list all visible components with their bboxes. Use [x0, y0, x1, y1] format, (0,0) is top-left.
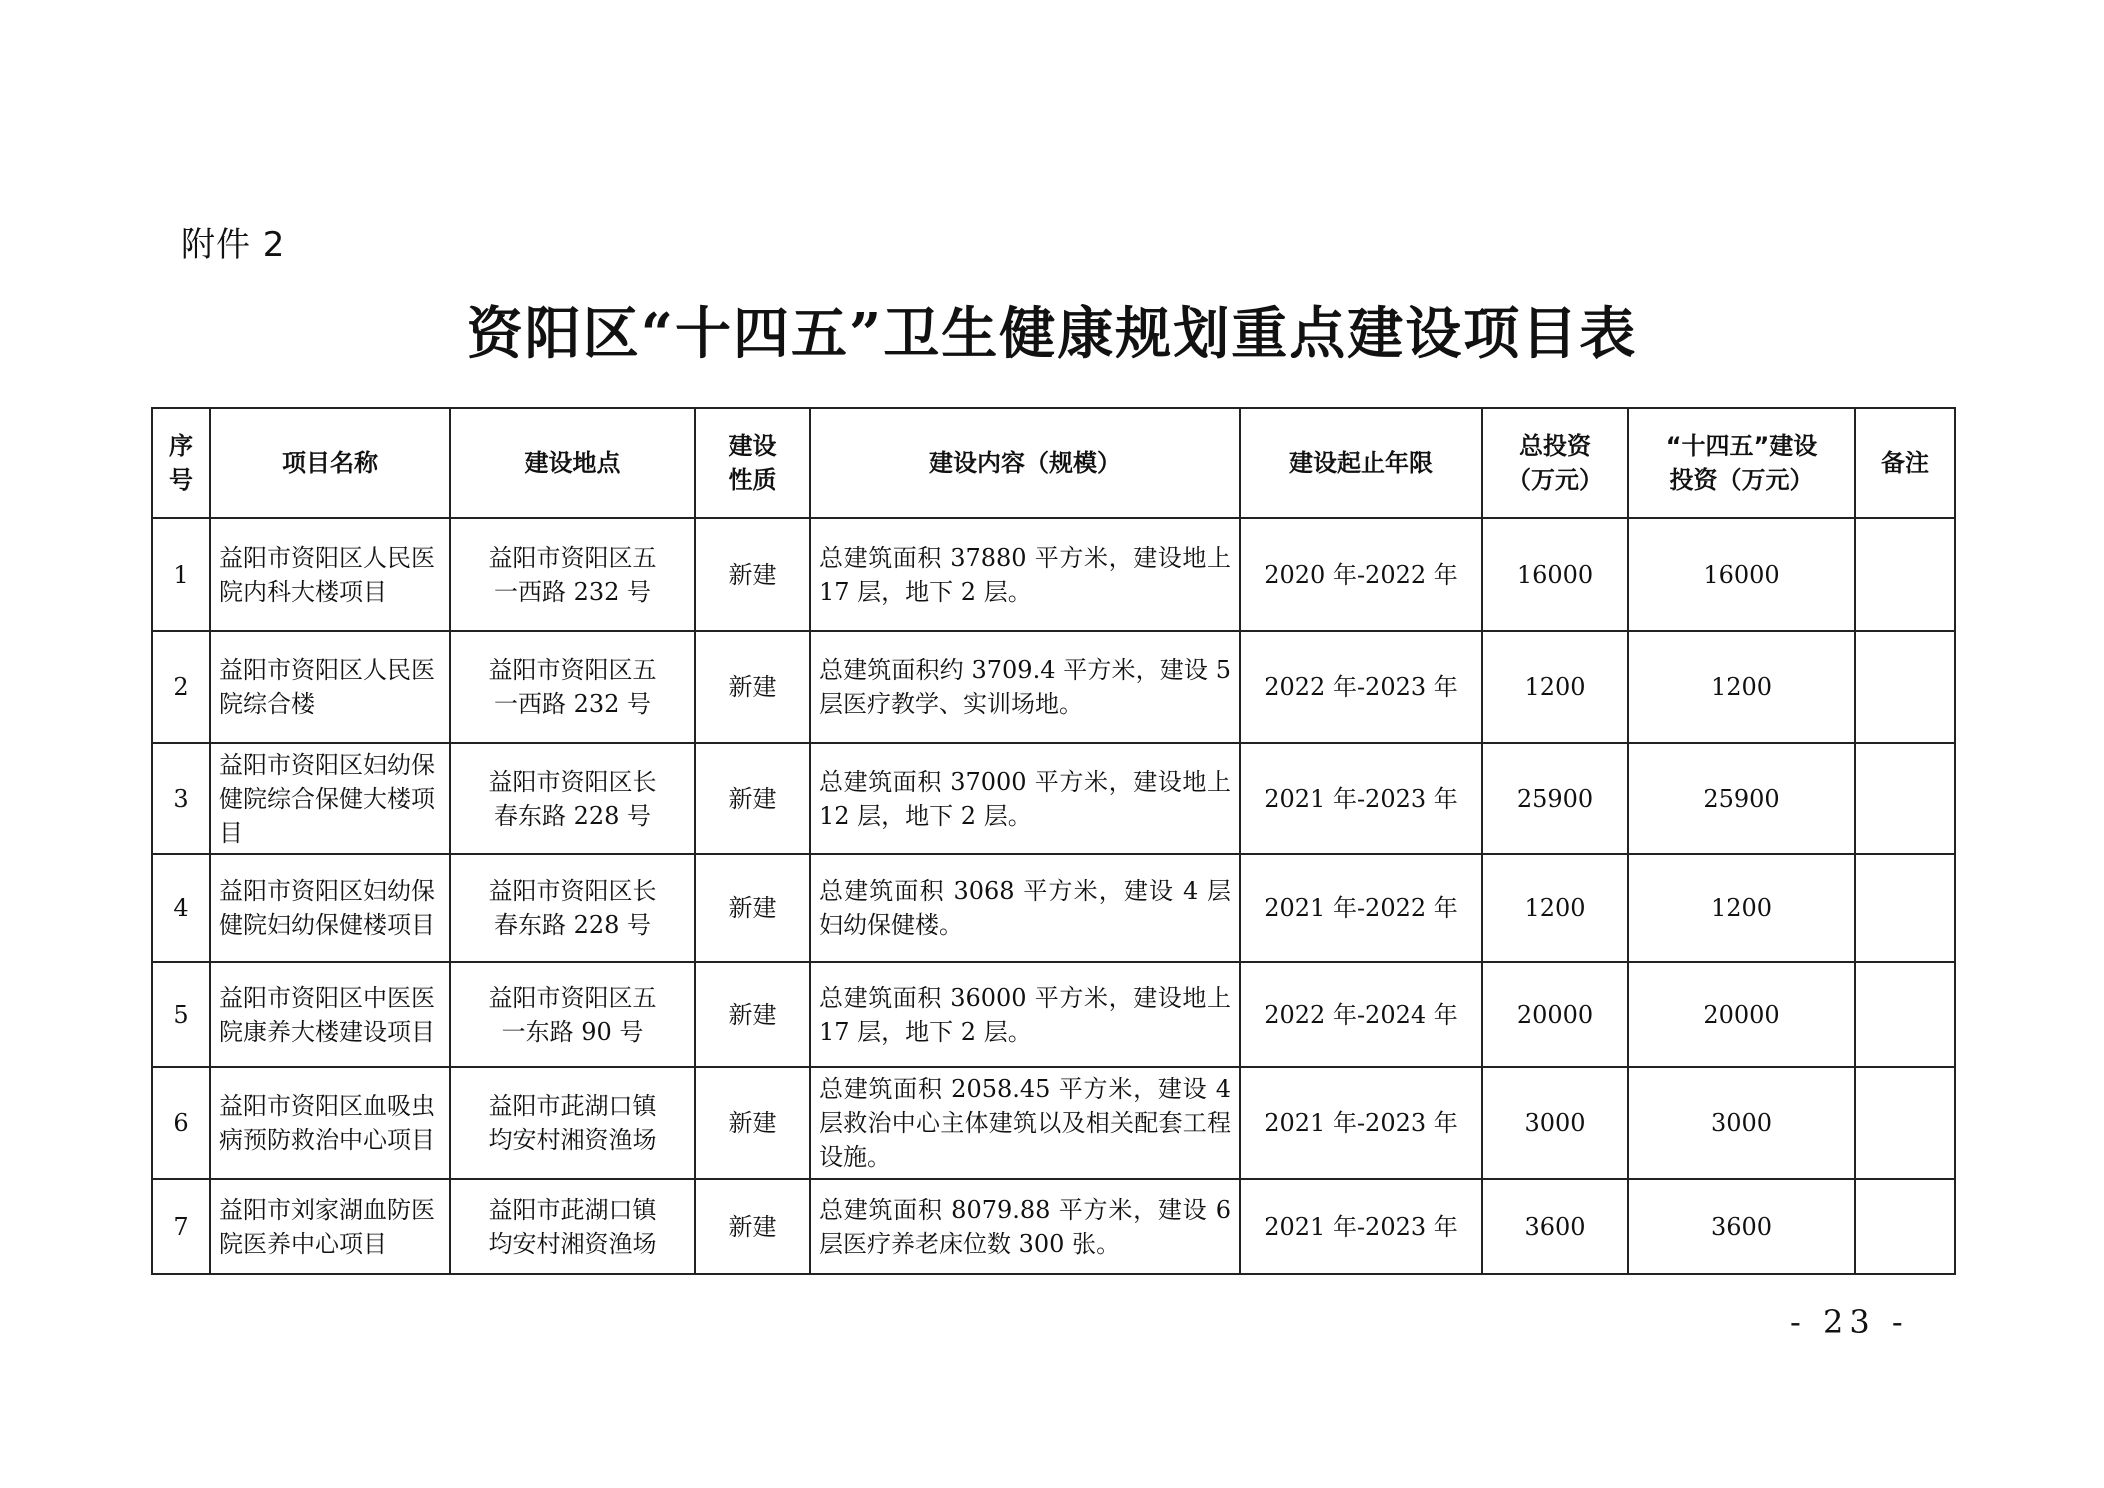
cell-note [1855, 518, 1955, 631]
cell-total: 25900 [1482, 743, 1628, 854]
cell-name: 益阳市资阳区妇幼保健院妇幼保健楼项目 [210, 854, 450, 962]
cell-period: 2021 年-2023 年 [1240, 1179, 1482, 1274]
cell-nature: 新建 [695, 743, 810, 854]
cell-note [1855, 962, 1955, 1067]
cell-name: 益阳市资阳区妇幼保健院综合保健大楼项目 [210, 743, 450, 854]
cell-plan: 1200 [1628, 631, 1855, 743]
cell-name: 益阳市刘家湖血防医院医养中心项目 [210, 1179, 450, 1274]
cell-location: 益阳市资阳区长春东路 228 号 [450, 743, 695, 854]
cell-seq: 2 [152, 631, 210, 743]
cell-period: 2021 年-2022 年 [1240, 854, 1482, 962]
cell-content: 总建筑面积 37000 平方米，建设地上 12 层，地下 2 层。 [810, 743, 1240, 854]
cell-note [1855, 631, 1955, 743]
cell-period: 2021 年-2023 年 [1240, 1067, 1482, 1179]
cell-plan: 25900 [1628, 743, 1855, 854]
table-row [152, 962, 1955, 1067]
cell-name: 益阳市资阳区人民医院内科大楼项目 [210, 518, 450, 631]
cell-location: 益阳市茈湖口镇均安村湘资渔场 [450, 1067, 695, 1179]
cell-total: 3600 [1482, 1179, 1628, 1274]
cell-total: 20000 [1482, 962, 1628, 1067]
cell-seq: 1 [152, 518, 210, 631]
header-seq: 序号 [152, 408, 210, 518]
cell-content: 总建筑面积 2058.45 平方米，建设 4 层救治中心主体建筑以及相关配套工程设施。 [810, 1067, 1240, 1179]
header-period: 建设起止年限 [1240, 408, 1482, 518]
header-note: 备注 [1855, 408, 1955, 518]
cell-plan: 1200 [1628, 854, 1855, 962]
cell-seq: 5 [152, 962, 210, 1067]
table-row [152, 631, 1955, 743]
cell-nature: 新建 [695, 1179, 810, 1274]
cell-total: 3000 [1482, 1067, 1628, 1179]
attachment-label: 附件 2 [181, 225, 286, 265]
cell-location: 益阳市资阳区五一西路 232 号 [450, 631, 695, 743]
cell-note [1855, 743, 1955, 854]
cell-content: 总建筑面积约 3709.4 平方米，建设 5 层医疗教学、实训场地。 [810, 631, 1240, 743]
cell-plan: 20000 [1628, 962, 1855, 1067]
header-total: 总投资（万元） [1482, 408, 1628, 518]
cell-seq: 6 [152, 1067, 210, 1179]
cell-name: 益阳市资阳区中医医院康养大楼建设项目 [210, 962, 450, 1067]
table-row [152, 1179, 1955, 1274]
cell-content: 总建筑面积 37880 平方米，建设地上 17 层，地下 2 层。 [810, 518, 1240, 631]
cell-content: 总建筑面积 3068 平方米，建设 4 层妇幼保健楼。 [810, 854, 1240, 962]
cell-note [1855, 1067, 1955, 1179]
cell-note [1855, 854, 1955, 962]
header-plan: “十四五”建设投资（万元） [1628, 408, 1855, 518]
cell-total: 1200 [1482, 631, 1628, 743]
cell-location: 益阳市资阳区五一西路 232 号 [450, 518, 695, 631]
page-number: - 23 - [1790, 1303, 1909, 1341]
cell-period: 2020 年-2022 年 [1240, 518, 1482, 631]
header-name: 项目名称 [210, 408, 450, 518]
cell-content: 总建筑面积 36000 平方米，建设地上 17 层，地下 2 层。 [810, 962, 1240, 1067]
cell-plan: 16000 [1628, 518, 1855, 631]
table-row [152, 518, 1955, 631]
cell-seq: 7 [152, 1179, 210, 1274]
cell-note [1855, 1179, 1955, 1274]
cell-location: 益阳市资阳区五一东路 90 号 [450, 962, 695, 1067]
header-content: 建设内容（规模） [810, 408, 1240, 518]
cell-seq: 3 [152, 743, 210, 854]
table-header-row [152, 408, 1955, 518]
table-row [152, 854, 1955, 962]
cell-period: 2022 年-2023 年 [1240, 631, 1482, 743]
header-location: 建设地点 [450, 408, 695, 518]
cell-location: 益阳市茈湖口镇均安村湘资渔场 [450, 1179, 695, 1274]
cell-period: 2021 年-2023 年 [1240, 743, 1482, 854]
cell-seq: 4 [152, 854, 210, 962]
cell-period: 2022 年-2024 年 [1240, 962, 1482, 1067]
page-title: 资阳区“十四五”卫生健康规划重点建设项目表 [466, 301, 1638, 367]
cell-nature: 新建 [695, 1067, 810, 1179]
cell-total: 16000 [1482, 518, 1628, 631]
header-nature: 建设性质 [695, 408, 810, 518]
table-row [152, 743, 1955, 854]
cell-nature: 新建 [695, 518, 810, 631]
table-row [152, 1067, 1955, 1179]
cell-plan: 3000 [1628, 1067, 1855, 1179]
cell-content: 总建筑面积 8079.88 平方米，建设 6 层医疗养老床位数 300 张。 [810, 1179, 1240, 1274]
cell-name: 益阳市资阳区血吸虫病预防救治中心项目 [210, 1067, 450, 1179]
cell-location: 益阳市资阳区长春东路 228 号 [450, 854, 695, 962]
cell-nature: 新建 [695, 631, 810, 743]
cell-name: 益阳市资阳区人民医院综合楼 [210, 631, 450, 743]
cell-nature: 新建 [695, 854, 810, 962]
cell-plan: 3600 [1628, 1179, 1855, 1274]
cell-total: 1200 [1482, 854, 1628, 962]
projects-table [151, 407, 1956, 1275]
cell-nature: 新建 [695, 962, 810, 1067]
